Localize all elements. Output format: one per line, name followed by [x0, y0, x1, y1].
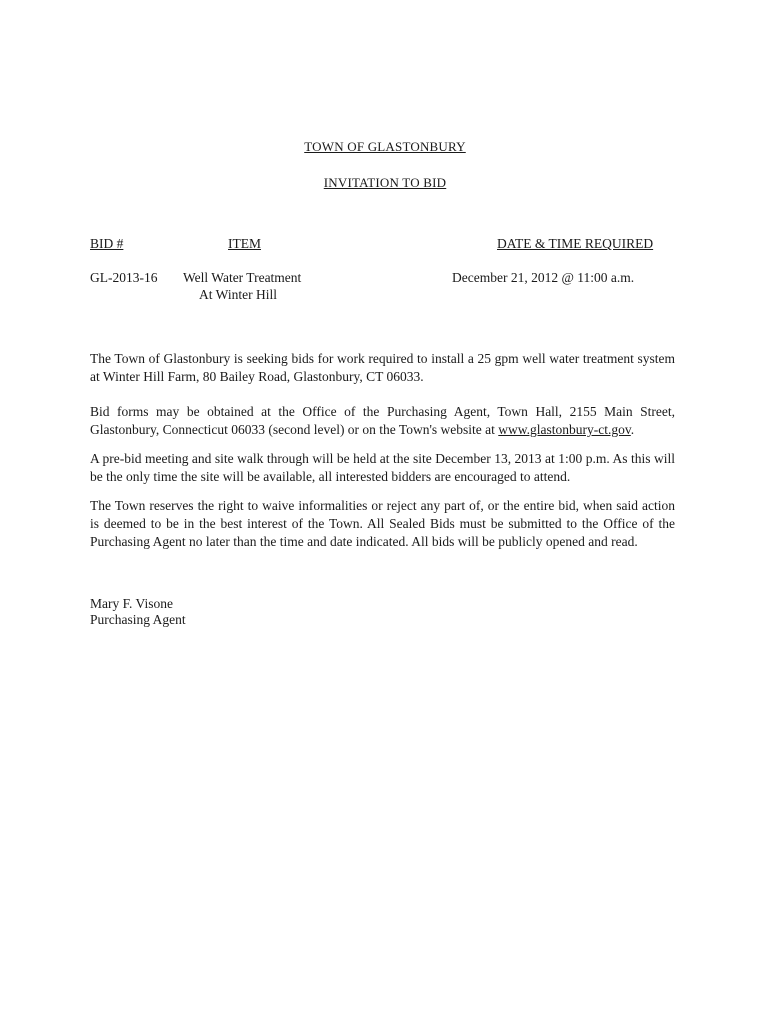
town-website-link[interactable]: www.glastonbury-ct.gov [498, 422, 631, 437]
invitation-title: INVITATION TO BID [323, 175, 447, 190]
column-header-bid: BID # [90, 236, 124, 251]
column-header-item: ITEM [228, 236, 261, 251]
paragraph-pre-bid-meeting: A pre-bid meeting and site walk through will be held at the site December 13, 2013 at 1:00 p.m. As this will be the only time the site will be available, all interested bidders are encouraged to attend. [90, 451, 675, 484]
paragraph-project-description: The Town of Glastonbury is seeking bids for work required to install a 25 gpm well water treatment system at Winter Hill Farm, 80 Bailey Road, Glastonbury, CT 06033. [90, 351, 675, 384]
paragraph-reservation: The Town reserves the right to waive informalities or reject any part of, or the entire bid, when said action is deemed to be in the best interest of the Town. All Sealed Bids must be submitted to the Office of the Purchasing Agent no later than the time and date indicated. All bids will be publicly opened and read. [90, 498, 675, 549]
date-time-required: December 21, 2012 @ 11:00 a.m. [452, 270, 635, 285]
town-title: TOWN OF GLASTONBURY [304, 139, 466, 154]
item-line-1: Well Water Treatment [183, 270, 302, 285]
paragraph-bid-forms [90, 403, 675, 439]
bid-forms-text: Bid forms may be obtained at the Office of the Purchasing Agent, Town Hall, 2155 Main Street, Glastonbury, Connecticut 06033 (second level) or on the Town's website at [90, 404, 675, 437]
item-line-2: At Winter Hill [199, 287, 277, 302]
column-header-date: DATE & TIME REQUIRED [497, 236, 654, 251]
bid-forms-period: . [630, 422, 635, 437]
signatory-title: Purchasing Agent [90, 612, 186, 627]
signatory-name: Mary F. Visone [90, 596, 173, 611]
bid-number: GL-2013-16 [90, 270, 158, 285]
